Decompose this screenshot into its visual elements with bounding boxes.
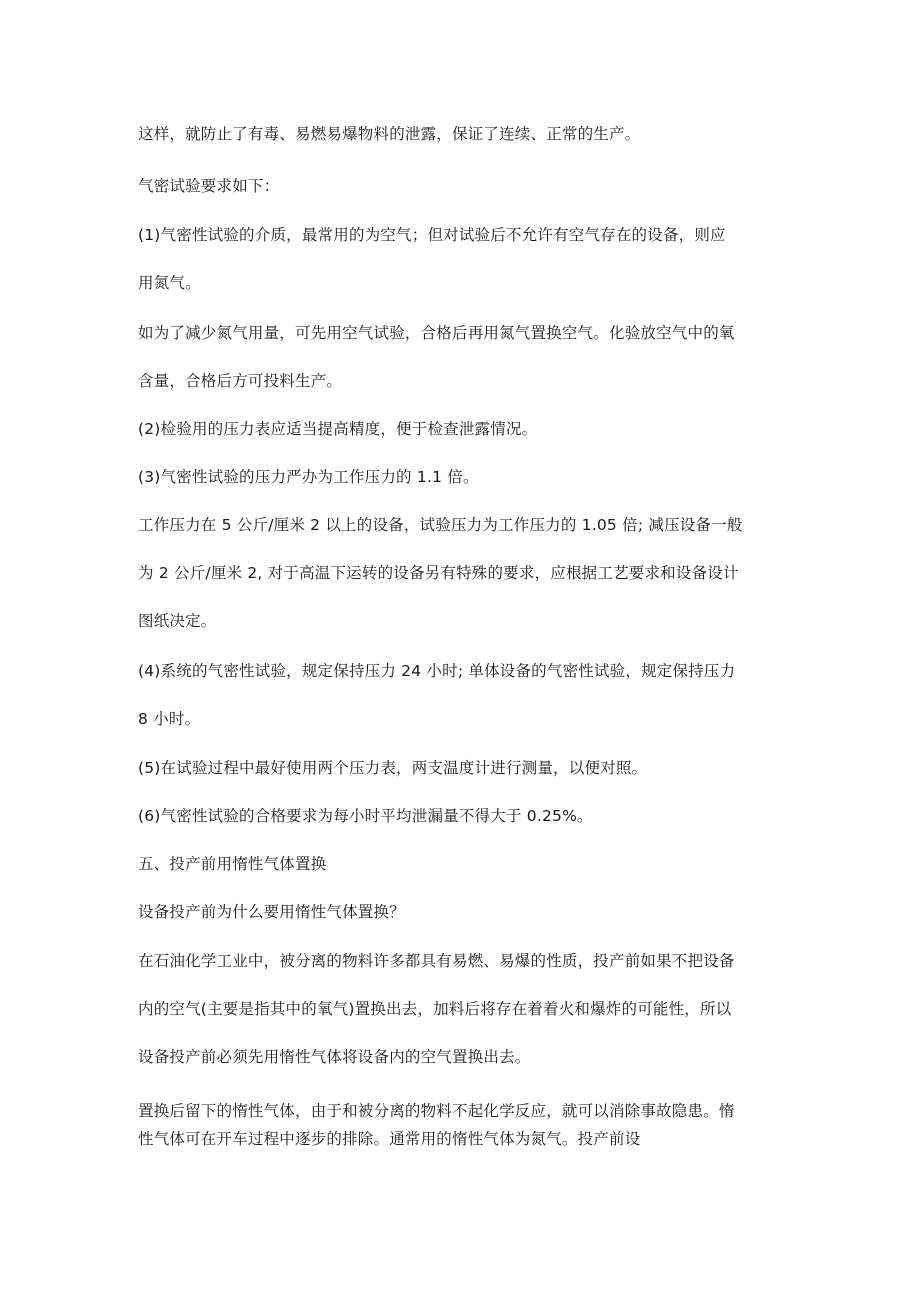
text-line: 内的空气(主要是指其中的氧气)置换出去，加料后将存在着着火和爆炸的可能性，所以 — [138, 1000, 732, 1018]
text-line: (5)在试验过程中最好使用两个压力表，两支温度计进行测量，以便对照。 — [138, 759, 648, 777]
text-line: 工作压力在 5 公斤/厘米 2 以上的设备，试验压力为工作压力的 1.05 倍; 减压设备一般 — [138, 516, 743, 534]
text-line: 设备投产前必须先用惰性气体将设备内的空气置换出去。 — [138, 1048, 531, 1066]
text-line: 如为了减少氮气用量，可先用空气试验，合格后再用氮气置换空气。化验放空气中的氧 — [138, 324, 735, 342]
text-line: (4)系统的气密性试验，规定保持压力 24 小时; 单体设备的气密性试验，规定保持压力 — [138, 662, 736, 680]
text-line: 在石油化学工业中，被分离的物料许多都具有易燃、易爆的性质，投产前如果不把设备 — [138, 952, 735, 970]
text-line: 含量，合格后方可投料生产。 — [138, 372, 343, 390]
text-line: (3)气密性试验的压力严办为工作压力的 1.1 倍。 — [138, 468, 479, 486]
text-line: 性气体可在开车过程中逐步的排除。通常用的惰性气体为氮气。投产前设 — [138, 1130, 641, 1148]
text-line: 8 小时。 — [138, 710, 201, 728]
text-line: 设备投产前为什么要用惰性气体置换？ — [138, 903, 405, 921]
section-heading: 五、投产前用惰性气体置换 — [138, 855, 327, 873]
text-line: 这样，就防止了有毒、易燃易爆物料的泄露，保证了连续、正常的生产。 — [138, 125, 641, 143]
text-line: 为 2 公斤/厘米 2, 对于高温下运转的设备另有特殊的要求，应根据工艺要求和设备设计 — [138, 564, 739, 582]
text-line: (1)气密性试验的介质，最常用的为空气；但对试验后不允许有空气存在的设备，则应 — [138, 226, 726, 244]
text-line: 用氮气。 — [138, 274, 201, 292]
text-line: (2)检验用的压力表应适当提高精度，便于检查泄露情况。 — [138, 420, 538, 438]
text-line: 气密试验要求如下： — [138, 177, 280, 195]
text-line: 置换后留下的惰性气体，由于和被分离的物料不起化学反应，就可以消除事故隐患。惰 — [138, 1102, 735, 1120]
text-line: (6)气密性试验的合格要求为每小时平均泄漏量不得大于 0.25%。 — [138, 807, 593, 825]
text-line: 图纸决定。 — [138, 612, 217, 630]
